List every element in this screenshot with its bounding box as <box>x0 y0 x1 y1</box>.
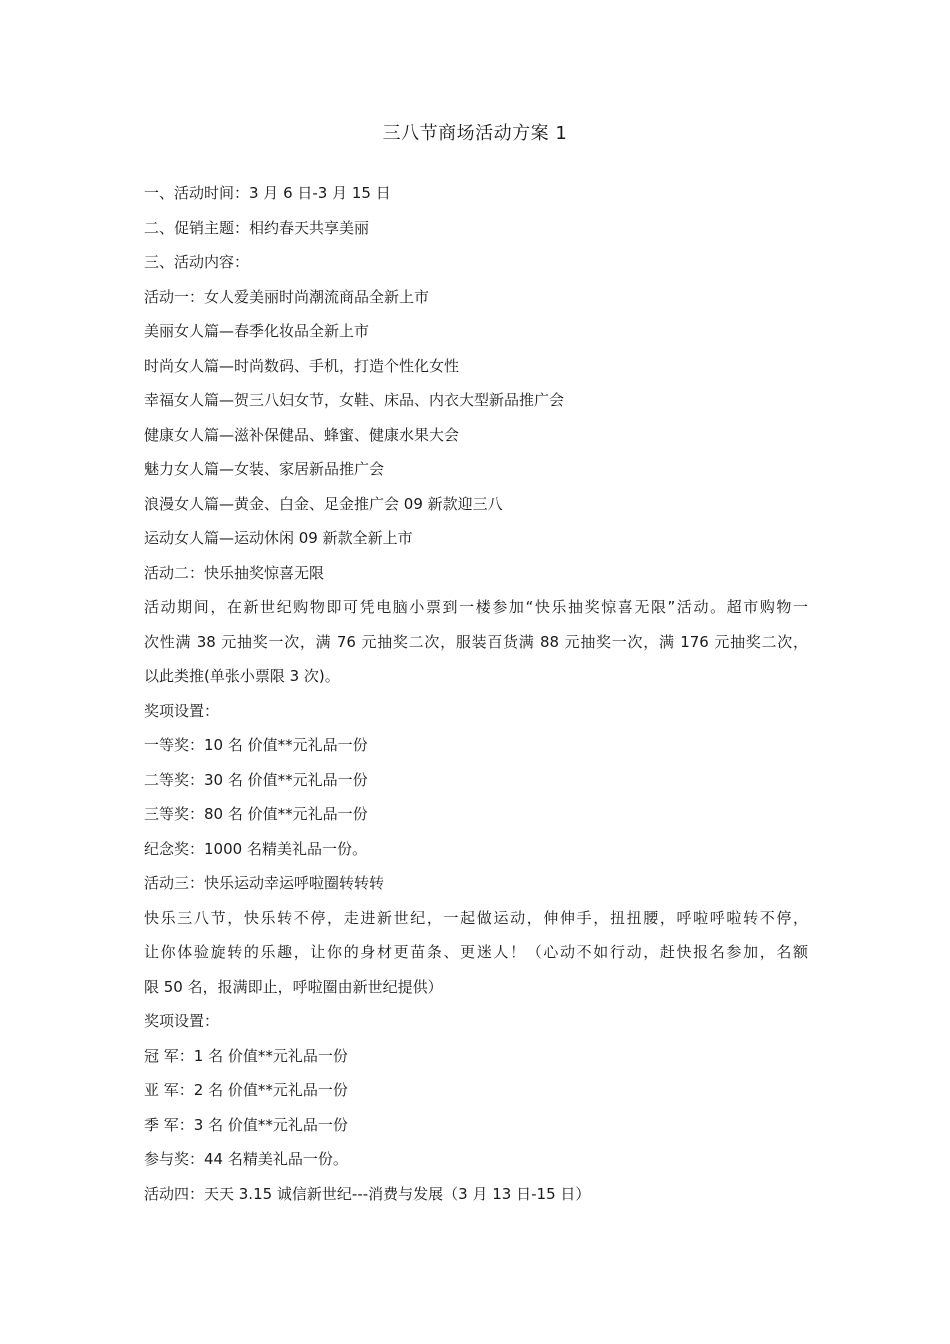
paragraph-line: 限 50 名，报满即止，呼啦圈由新世纪提供） <box>144 977 443 996</box>
prize-settings-heading: 奖项设置： <box>144 1012 220 1030</box>
paragraph-line: 让你体验旋转的乐趣，让你的身材更苗条、更迷人！（心动不如行动，赶快报名参加，名额 <box>144 943 808 961</box>
activity-content-heading: 三、活动内容： <box>144 253 250 271</box>
activity-three-heading: 活动三：快乐运动幸运呼啦圈转转转 <box>144 874 385 892</box>
document-body <box>144 176 808 1211</box>
prize-item: 季 军：3 名 价值**元礼品一份 <box>144 1115 348 1134</box>
list-item: 健康女人篇—滋补保健品、蜂蜜、健康水果大会 <box>144 425 460 444</box>
activity-time-line: 一、活动时间：3 月 6 日-3 月 15 日 <box>144 184 391 202</box>
prize-item: 二等奖：30 名 价值**元礼品一份 <box>144 770 368 789</box>
activity-one-heading: 活动一：女人爱美丽时尚潮流商品全新上市 <box>144 287 430 306</box>
promotion-theme-line: 二、促销主题：相约春天共享美丽 <box>144 218 370 237</box>
prize-item: 一等奖：10 名 价值**元礼品一份 <box>144 736 368 754</box>
prize-item: 参与奖：44 名精美礼品一份。 <box>144 1150 348 1168</box>
prize-item: 纪念奖：1000 名精美礼品一份。 <box>144 839 367 858</box>
list-item: 魅力女人篇—女装、家居新品推广会 <box>144 460 385 478</box>
list-item: 浪漫女人篇—黄金、白金、足金推广会 09 新款迎三八 <box>144 494 503 513</box>
list-item: 美丽女人篇—春季化妆品全新上市 <box>144 322 370 340</box>
list-item: 幸福女人篇—贺三八妇女节，女鞋、床品、内衣大型新品推广会 <box>144 391 565 409</box>
paragraph-line: 快乐三八节，快乐转不停，走进新世纪，一起做运动，伸伸手，扭扭腰，呼啦呼啦转不停， <box>144 908 808 927</box>
prize-item: 亚 军：2 名 价值**元礼品一份 <box>144 1081 348 1099</box>
paragraph-line: 活动期间，在新世纪购物即可凭电脑小票到一楼参加“快乐抽奖惊喜无限”活动。超市购物一 <box>144 598 808 616</box>
list-item: 时尚女人篇—时尚数码、手机，打造个性化女性 <box>144 356 460 375</box>
prize-settings-heading: 奖项设置： <box>144 701 220 720</box>
activity-four-heading: 活动四：天天 3.15 诚信新世纪---消费与发展（3 月 13 日-15 日） <box>144 1184 591 1203</box>
paragraph-line: 次性满 38 元抽奖一次，满 76 元抽奖二次，服装百货满 88 元抽奖一次，满 176 元抽奖二次， <box>144 632 808 651</box>
document-title: 三八节商场活动方案 1 <box>382 123 568 144</box>
prize-item: 冠 军：1 名 价值**元礼品一份 <box>144 1046 348 1065</box>
activity-two-heading: 活动二：快乐抽奖惊喜无限 <box>144 563 325 582</box>
list-item: 运动女人篇—运动休闲 09 新款全新上市 <box>144 529 413 547</box>
paragraph-line: 以此类推(单张小票限 3 次)。 <box>144 667 340 685</box>
prize-item: 三等奖：80 名 价值**元礼品一份 <box>144 805 368 823</box>
